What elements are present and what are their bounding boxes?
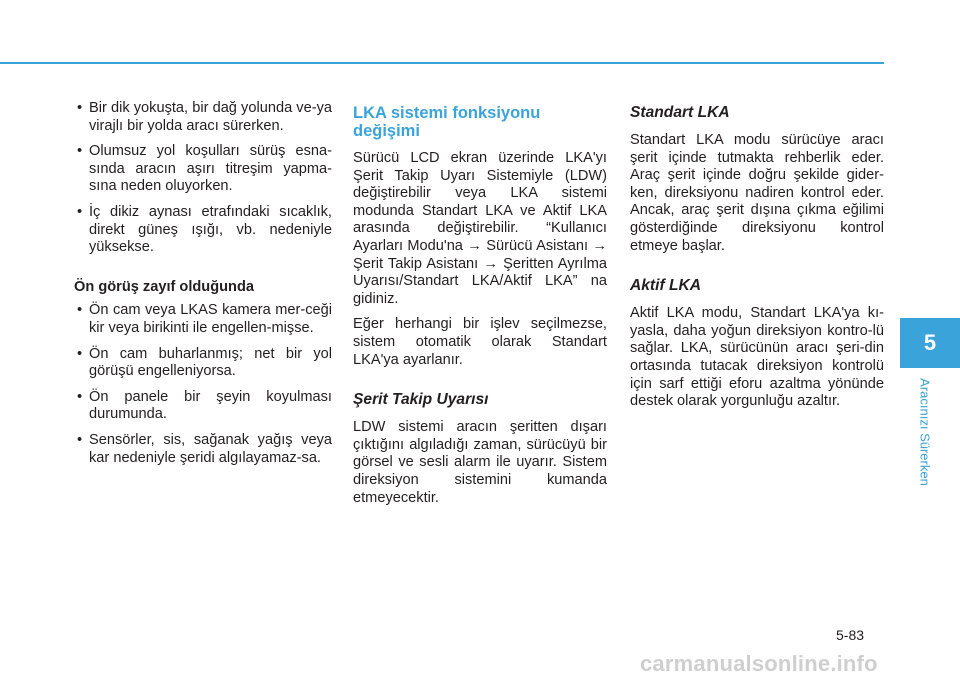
paragraph: Aktif LKA modu, Standart LKA'ya kı-yasla, daha yoğun direksiyon kontro-lü sağlar. LKA, sürücünün aracı şeri-din ortasında tutacak direksiyon kontrolü için sarf ettiği eforu azaltma yönünde destek olarak yorgunluğu azaltır.	[630, 305, 884, 410]
list-item: • Bir dik yokuşta, bir dağ yolunda ve-ya virajlı bir yolda aracı sürerken.	[74, 100, 332, 135]
list-item: • Sensörler, sis, sağanak yağış veya kar nedeniyle şeridi algılayamaz-sa.	[74, 432, 332, 467]
chapter-tab: 5	[900, 318, 960, 368]
page-number: 5-83	[836, 627, 865, 643]
chapter-label	[916, 377, 934, 487]
condition-list-a	[74, 100, 332, 257]
paragraph: Standart LKA modu sürücüye aracı şerit içinde tutmakta rehberlik eder. Araç şerit içinde doğru şekilde gider-ken, direksiyonu nadiren kontrol eder. Ancak, araç şerit dışına çıkma eğilimi gösterdiğinde direksiyonu kontrol etmeye başlar.	[630, 132, 884, 254]
paragraph: Sürücü LCD ekran üzerinde LKA'yı Şerit Takip Uyarı Sistemiyle (LDW) değiştirebilir veya LKA sistemi modunda Standart LKA ve Aktif LKA arasında değiştirebilir. “Kullanıcı Ayarları Modu'na → Sürücü Asistanı → Şerit Takip Asistanı → Şeritten Ayrılma Uyarısı/Standart LKA/Aktif LKA” na gidiniz.	[353, 150, 607, 307]
list-item: • Ön panele bir şeyin koyulması durumunda.	[74, 389, 332, 424]
header-rule	[0, 62, 884, 64]
list-item: • İç dikiz aynası etrafındaki sıcaklık, direkt güneş ışığı, vb. nedeniyle yüksekse.	[74, 204, 332, 257]
list-item: • Olumsuz yol koşulları sürüş esna-sında aracın aşırı titreşim yapma-sına neden oluyorken.	[74, 143, 332, 196]
subheading-poor-visibility: Ön görüş zayıf olduğunda	[74, 278, 254, 295]
active-lka-heading: Aktif LKA	[630, 277, 702, 295]
condition-list-b	[74, 302, 332, 467]
paragraph: LDW sistemi aracın şeritten dışarı çıktığını algıladığı zaman, sürücüyü bir görsel ve sesli alarm ile uyarır. Sistem direksiyon sistemini kumanda etmeyecektir.	[353, 419, 607, 506]
column-2	[353, 100, 607, 515]
chapter-label-text: Aracınızı Sürerken	[917, 378, 933, 486]
column-1	[74, 100, 332, 475]
paragraph: Eğer herhangi bir işlev seçilmezse, sistem otomatik olarak Standart LKA'ya ayarlanır.	[353, 316, 607, 368]
watermark: carmanualsonline.info	[640, 651, 878, 676]
section-title: LKA sistemi fonksiyonu değişimi	[353, 104, 541, 140]
list-item: • Ön cam buharlanmış; net bir yol görüşü engelleniyorsa.	[74, 346, 332, 381]
ldw-heading: Şerit Takip Uyarısı	[353, 391, 489, 409]
list-item: • Ön cam veya LKAS kamera mer-ceği kir veya birikinti ile engellen-mişse.	[74, 302, 332, 337]
column-3	[630, 100, 884, 419]
standard-lka-heading: Standart LKA	[630, 104, 730, 121]
